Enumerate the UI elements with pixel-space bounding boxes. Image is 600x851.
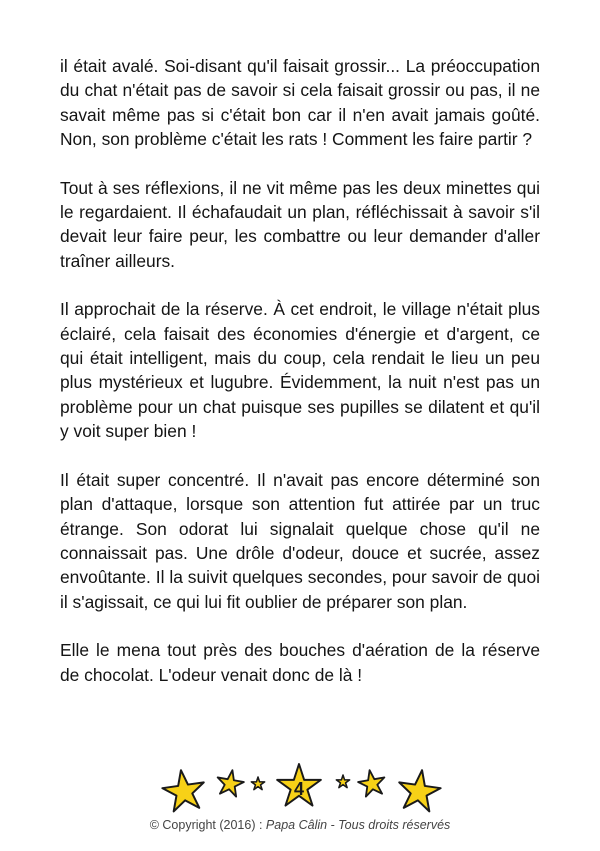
page-number: 4: [293, 779, 305, 799]
paragraph: Elle le mena tout près des bouches d'aération de la réserve de chocolat. L'odeur venait donc de là !: [60, 640, 540, 685]
star-icon: [336, 775, 349, 788]
page-text: [60, 54, 540, 711]
copyright-author: Papa Câlin - Tous droits réservés: [265, 818, 451, 832]
star-icon: [215, 768, 246, 798]
star-icon: [160, 767, 207, 812]
paragraph: il était avalé. Soi-disant qu'il faisait grossir... La préoccupation du chat n'était pas de savoir si cela faisait grossir ou pas, il ne savait même pas si c'était bon car il n'en avait jamais goûté. Non, son problème c'était les rats ! Comment les faire partir ?: [60, 56, 540, 150]
copyright-notice: [0, 818, 600, 832]
footer-star-ornament: [0, 760, 600, 820]
copyright-prefix: © Copyright (2016) :: [149, 818, 266, 832]
paragraph: Il approchait de la réserve. À cet endroit, le village n'était plus éclairé, cela faisait des économies d'énergie et d'argent, ce qui était intelligent, mais du coup, cela rendait le lieu un peu plus mystérieux et lugubre. Évidemment, la nuit n'est pas un problème pour un chat puisque ses pupilles se dilatent et qu'il y voit super bien !: [60, 299, 540, 442]
star-icon: [251, 777, 264, 790]
paragraph: Il était super concentré. Il n'avait pas encore déterminé son plan d'attaque, lorsque son attention fut attirée par un truc étrange. Son odorat lui signalait quelque chose qu'il ne connaissait pas. Une drôle d'odeur, douce et sucrée, assez envoûtante. Il la suivit quelques secondes, pour savoir de quoi il s'agissait, ce qui lui fit oublier de préparer son plan.: [60, 469, 540, 612]
star-icon: [396, 767, 443, 812]
star-icon: [356, 768, 387, 798]
paragraph: Tout à ses réflexions, il ne vit même pas les deux minettes qui le regardaient. Il échafaudait un plan, réfléchissait à savoir s'il devait leur faire peur, les combattre ou leur demander d'aller traîner ailleurs.: [60, 177, 540, 271]
